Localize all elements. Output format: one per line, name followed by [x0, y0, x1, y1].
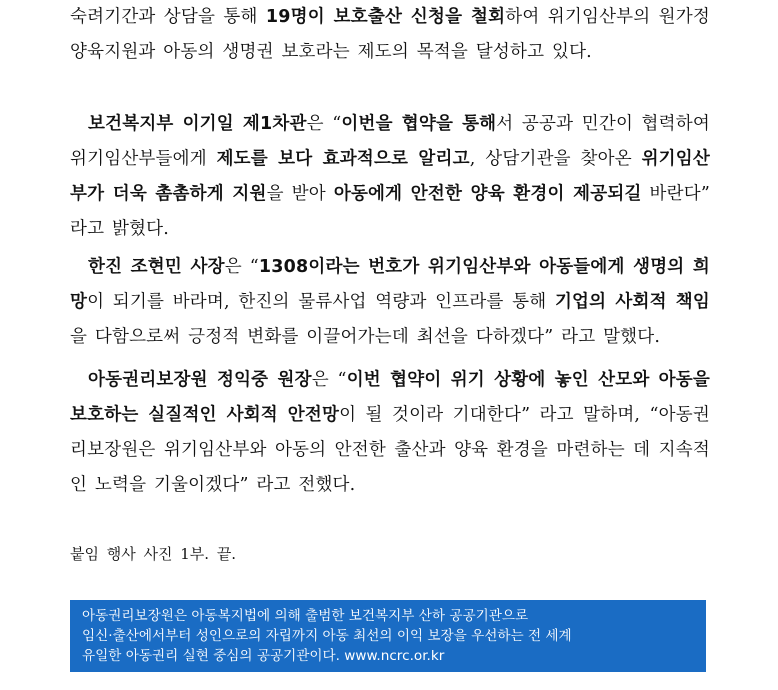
text-run: , 상담기관을 찾아온	[469, 149, 642, 169]
bold-run: 1308이라는 번호가 위기임산부와 아동들에게 생명의 희망	[70, 257, 710, 312]
paragraph-result	[70, 0, 710, 70]
text-run: 을 받아	[266, 184, 334, 204]
bold-run: 19명이 보호출산 신청을 철회	[265, 7, 506, 27]
text-run: 은 “	[311, 370, 347, 390]
bold-run: 보건복지부 이기일 제1차관	[88, 114, 307, 134]
text-run: 하여 위기임산부의 원가정 양육지원과 아동의 생명권 보호라는 제도의 목적을 달성하고 있다.	[70, 7, 710, 62]
bold-run: 제도를 보다 효과적으로 알리고	[216, 149, 470, 169]
paragraph-vice-minister-quote	[70, 107, 710, 247]
organization-info-box	[70, 600, 706, 672]
bold-run: 이번을 협약을 통해	[341, 114, 497, 134]
footer-line: 유일한 아동권리 실현 중심의 공공기관이다. www.ncrc.or.kr	[82, 648, 445, 664]
paragraph-hanjin-quote	[70, 250, 710, 355]
text-run: 바란다” 라고 밝혔다.	[70, 184, 710, 239]
bold-run: 아동권리보장원 정익중 원장	[88, 370, 312, 390]
bold-run: 한진 조현민 사장	[88, 257, 225, 277]
text-run: 이 되기를 바라며, 한진의 물류사업 역량과 인프라를 통해	[87, 292, 555, 312]
text-run: 숙려기간과 상담을 통해	[70, 7, 266, 27]
bold-run: 기업의 사회적 책임	[554, 292, 710, 312]
text-run: 서 공공과 민간이 협력하여 위기임산부들에게	[70, 114, 710, 169]
text-run: 이 될 것이라 기대한다” 라고 말하며, “아동권리보장원은 위기임산부와 아동의 안전한 출산과 양육 환경을 마련하는 데 지속적인 노력을 기울이겠다” 라고 전했다.	[70, 405, 710, 495]
text-run: 은 “	[306, 114, 342, 134]
footer-line: 아동권리보장원은 아동복지법에 의해 출범한 보건복지부 산하 공공기관으로	[82, 608, 529, 624]
paragraph-ncrc-quote	[70, 363, 710, 503]
bold-run: 위기임산부가 더욱 촘촘하게 지원	[70, 149, 710, 204]
bold-run: 아동에게 안전한 양육 환경이 제공되길	[333, 184, 642, 204]
bold-run: 이번 협약이 위기 상황에 놓인 산모와 아동을 보호하는 실질적인 사회적 안전망	[70, 370, 710, 425]
text-run: 을 다함으로써 긍정적 변화를 이끌어가는데 최선을 다하겠다” 라고 말했다.	[70, 327, 661, 347]
attachment-note: 붙임 행사 사진 1부. 끝.	[70, 545, 237, 563]
footer-line: 임신·출산에서부터 성인으로의 자립까지 아동 최선의 이익 보장을 우선하는 전 세계	[82, 628, 572, 644]
text-run: 은 “	[224, 257, 259, 277]
